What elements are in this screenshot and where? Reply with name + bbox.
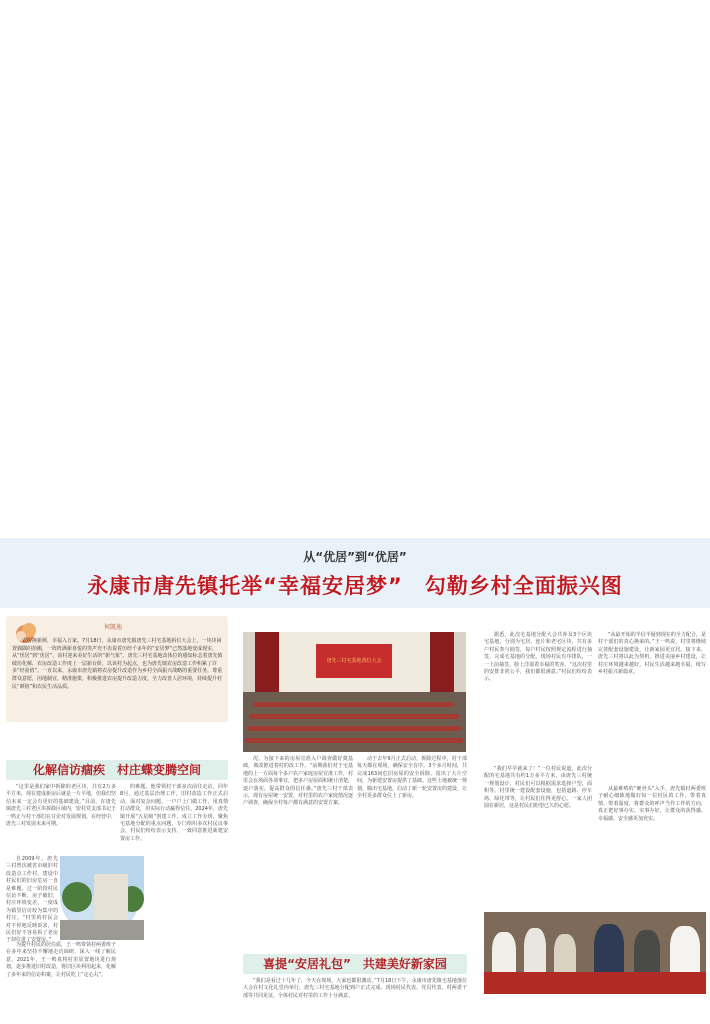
text-middle-left: 况。为接下来的房屋宜准入户调查做好奠基础，离改推进着村的改工作。“前期我们对于宅基地的上一方面每个多户农户家庭房屋宜准工作，村里会在场面各项事宜，把多户房屋面积统计清楚，逐户落实，提高群众的信任感。”唐先三村干部表示，现有房屋统一安置，对村里的农户家庭情况逐户调查，确保全村每户都有满意的安置方案。 (243, 756, 354, 807)
villagers-photo (484, 912, 706, 994)
text-right-b: “我们早早就来了！”一位村民说道，此次分配的宅基地共有约1万多平方米，由唐先三村统一规划设计，村民们可以根据需求选择户型，面积等。村里统一建设配套设施，包括道路、停车场、绿化带等，让村民们住得更舒心。一家人团圆在新居，这是村民们盼望已久的心愿。 (484, 766, 592, 810)
text-right-c: “从最开始的半信半疑到现在的全力配合，是村干部们的真心换来的。”王一鸣说，村里将继续完善配套设施建设，让新家园更宜居。接下来，唐先三村将以此为契机，推进美丽乡村建设，让村庄环境越来越好，村民生活越来越幸福，续写乡村振兴新篇章。 (598, 632, 706, 676)
text-middle-right: 动于去年9月正式启动，拆除过程中，村干部每天都在现场，确保安全有序。3个多月时间，共完成163间危旧房屋的安全拆除，留出了大片空间，为新建安置房提供了基础。这些土地被统一规划，腾出宅基地，启动了新一轮安置房的建设，让全村更多群众住上了新房。 (357, 756, 468, 800)
village-house-photo (58, 854, 142, 938)
subhead-left (6, 760, 228, 780)
stage-screen: 唐先三村宅基地落位大会 (316, 644, 392, 678)
text-left-top: “这里是我们家中拆除的老区块，共有2万多平方米，现在建成新房后就是一片平地，但我们坚信未来一定会有更好的基础建设。”目前，在唐先镇唐先三村老区块拆除区域内，密村党支部书记王一鸣正与村干部们在讨论对发展规划，在经营中，唐先三村发展未来可期。 (6, 784, 117, 828)
text-left-mid: 自2009年，唐先三村曾次被省市级旧村改造点工作村，建设中村民们的旧房危房一直是难题，过一阶段村民信访不断，房子破旧，村庄环境变差，一度成为镇里信访较为集中的村庄。“村里的村民会对不停地反映诉求，村民们好不容易拆了老房子却住进了安置房。” (6, 856, 58, 944)
text-right-a: 据悉，此次宅基地分配大会共涉及3个区块宅基地，分别为宅居、连片和老宅区块，共有多户村民参与抽签，每户村民按照规定流程进行抽签，完成宅基地的分配。现场村民有序排队，一一上前抽签，脸上洋溢着幸福的笑容。“这次村里的安排非常公平，我们都很满意。”村民们纷纷表示。 (484, 632, 592, 683)
subhead-left-text: 化解信访痼疾 村庄蝶变腾空间 (32, 763, 201, 777)
ceremony-photo (243, 632, 466, 752)
text-middle-bottom: “我们是看过十几年了，今天在现场，大家也都很激动。”7月18日下午，永康市唐先镇宅基地落位大会在村文化礼堂内举行，唐先三村宅基地分配到户正式完成。现场村民代表、党员代表、村两委干部等共同见证，全体村民对村里的工作十分满意。 (243, 978, 467, 999)
text-right-d: 从最难啃的“硬骨头”入手，唐先镇村两委班子耐心细致地做好每一位村民的工作，带着真情、带着温度，将群众的呼声当作工作的方向，真正把好事办实、实事办好，让群众的获得感、幸福感、安全感更加充实。 (598, 786, 706, 822)
subhead-middle (243, 954, 467, 974)
kicker: 从“优居”到“优居” (303, 550, 407, 564)
text-left-right: 的难题。他带领村干部多次前往走访，同年8月，通过基层治理工作，旧村改造工作正式启动，面对复杂问题，一户户上门做工作，用真情打动群众，用实际行动赢得信任。2024年，唐先镇开展“五星级”创建工作，成立工作专班，聚焦宅基地分配的重点问题，专门组织多次村民议事会，村民们纷纷表示支持，一致同意推进新建安置房工作。 (120, 784, 228, 842)
text-left-bottom: 为提升村民的居住质，王一鸣带领村两委班子在多年来坚持不懈地走访调研，深入一线了解民意，2021年，王一鸣真将村里原置地块进行规划，逐步推进旧村改造，将旧区块利用起来，化解了多年来的信访积案，让村民吃上“定心丸”。 (6, 942, 117, 978)
subhead-middle-text: 喜提“安居礼包” 共建美好新家园 (263, 957, 447, 971)
author-byline: 何凯迪 (104, 624, 123, 631)
headline: 永康市唐先镇托举“幸福安居梦” 勾勒乡村全面振兴图 (87, 574, 623, 598)
intro-text: 农房换新颜，幸福入万家。7月18日，永康市唐先镇唐先三村宅基地拆位大会上，一块块闲置偶隅的拾搬，一阵阵满新喜悦的笑声充不齿说着历经千多年的“安居梦”已然落地变成现实，从“忧居”到“优居”，该村迎来美好生活的“新气象”。唐先三村宅基地改体位的感知标志着唐先镇破坊化解、农房改造工作度上一层新台阶，以该村为起点，也为唐先镇农房改造工作积累了许多“经验值”。一直以来，永康市唐先镇将农房提升改造作为乡村全面振兴战略的重要任务，尊重群众意愿，因地制宜，精准施策，积极推进农房提升改造力度，全力改善人居环境，持续提升村民“颜值”和农民生活品质。 (12, 638, 223, 690)
intro-box (6, 616, 228, 722)
newspaper-page (0, 538, 710, 1024)
